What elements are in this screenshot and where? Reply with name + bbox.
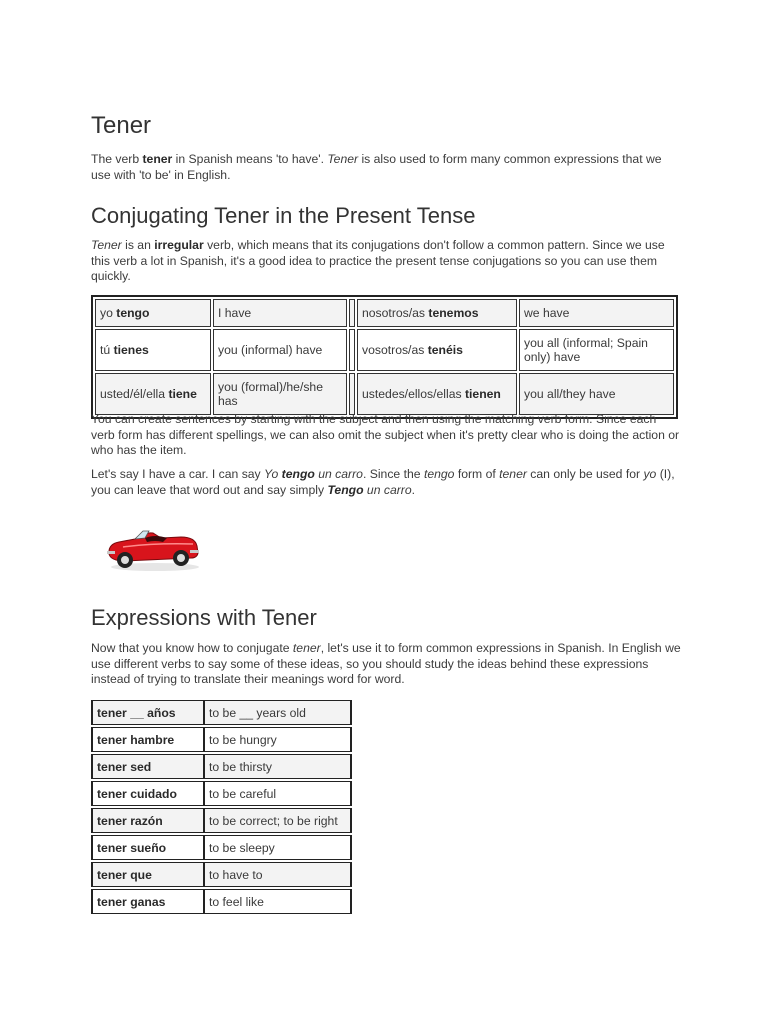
table-row [95,373,674,415]
section-heading-conjugating: Conjugating Tener in the Present Tense [91,203,476,228]
table-row [91,808,352,833]
table-divider [349,299,355,327]
subject-cell: vosotros/as tenéis [357,329,517,371]
expression-cell: tener sueño [91,835,204,860]
meaning-cell: to be hungry [204,727,352,752]
meaning-cell: to have to [204,862,352,887]
meaning-cell: you all (informal; Spain only) have [519,329,674,371]
subject-cell: usted/él/ella tiene [95,373,211,415]
subject-cell: ustedes/ellos/ellas tienen [357,373,517,415]
expression-cell: tener sed [91,754,204,779]
meaning-cell: to be correct; to be right [204,808,352,833]
meaning-cell: you (informal) have [213,329,347,371]
subject-cell: tú tienes [95,329,211,371]
expressions-table [91,698,352,916]
page-title: Tener [91,112,152,139]
expression-cell: tener ganas [91,889,204,914]
conjugation-table [91,295,678,419]
table-divider [349,373,355,415]
irregular-verb-paragraph: Tener is an irregular verb, which means that its conjugations don't follow a common pattern. Since we use this verb a lot in Spanish, it's a good idea to practice the present tense conjugations so you can use them quickly. [91,238,665,283]
table-row [91,700,352,725]
expression-cell: tener hambre [91,727,204,752]
subject-cell: yo tengo [95,299,211,327]
section-heading-expressions: Expressions with Tener [91,605,317,630]
meaning-cell: I have [213,299,347,327]
car-example-paragraph: Let's say I have a car. I can say Yo tengo un carro. Since the tengo form of tener can only be used for yo (I), you can leave that word out and say simply Tengo un carro. [91,467,675,497]
meaning-cell: you all/they have [519,373,674,415]
table-divider [349,329,355,371]
table-row [91,754,352,779]
meaning-cell: to be thirsty [204,754,352,779]
meaning-cell: to be careful [204,781,352,806]
table-row [91,862,352,887]
expression-cell: tener que [91,862,204,887]
meaning-cell: to be __ years old [204,700,352,725]
table-row [95,329,674,371]
expressions-intro-paragraph: Now that you know how to conjugate tener, let's use it to form common expressions in Spanish. In English we use different verbs to say some of these ideas, so you should study the ideas behind these expressions instead of trying to translate their meanings word for word. [91,641,681,686]
table-row [91,889,352,914]
meaning-cell: to feel like [204,889,352,914]
intro-paragraph: The verb tener in Spanish means 'to have'. Tener is also used to form many common expressions that we use with 'to be' in English. [91,152,662,182]
table-row [95,299,674,327]
expression-cell: tener __ años [91,700,204,725]
table-row [91,727,352,752]
meaning-cell: to be sleepy [204,835,352,860]
subject-cell: nosotros/as tenemos [357,299,517,327]
expression-cell: tener cuidado [91,781,204,806]
table-row [91,835,352,860]
table-row [91,781,352,806]
omit-subject-paragraph: You can create sentences by starting with the subject and then using the matching verb form. Since each verb form has different spellings, we can also omit the subject when it's pretty clear who is doing the action or who has the item. [91,412,680,457]
expression-cell: tener razón [91,808,204,833]
meaning-cell: you (formal)/he/she has [213,373,347,415]
red-convertible-car-icon [105,520,201,572]
meaning-cell: we have [519,299,674,327]
